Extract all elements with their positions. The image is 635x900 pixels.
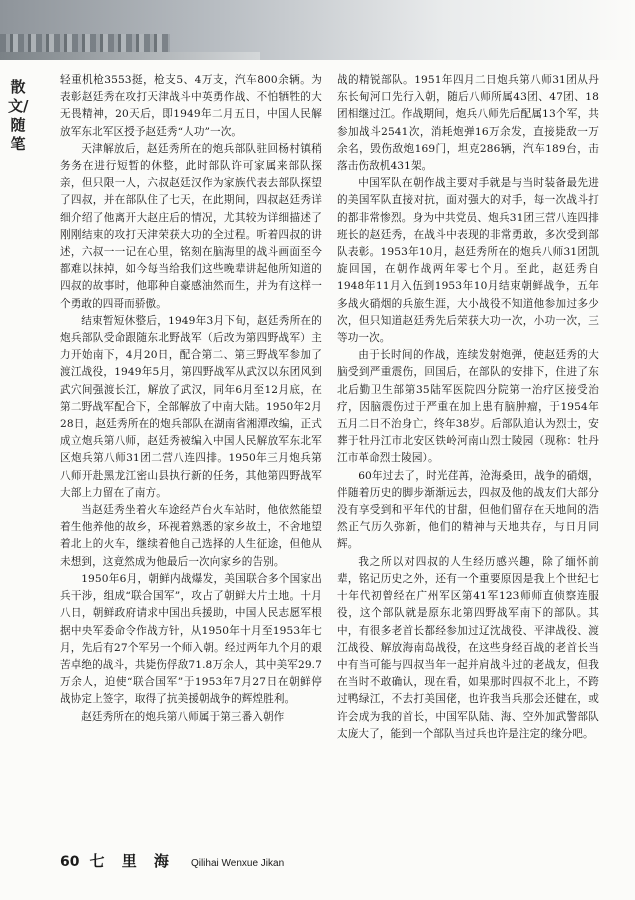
magazine-name: 七 里 海 bbox=[89, 852, 175, 870]
paragraph: 我之所以对四叔的人生经历感兴趣，除了缅怀前辈，铭记历史之外，还有一个重要原因是我上个世纪七十年代初曾经在广州军区第41军123师师直侦察连服役，这个部队就是原东北第四野战军南下的部队。其中，有很多老首长都经参加过辽沈战役、平津战役、渡江战役、解放海南岛战役，在这些身经百战的老首长当中有当可能与四叔当年一起并肩战斗过的老战友，但我在当时不敢确认，现在看，如果那时四叔不北上，不跨过鸭绿江，不去打美国佬，也许我当兵那会还健在，或许会成为我的首长，中国军队陆、海、空外加武警部队太庞大了，能到一个部队当过兵也许是注定的缘分吧。 bbox=[337, 555, 599, 740]
page-number: 60 bbox=[60, 854, 80, 870]
paragraph: 由于长时间的作战，连续发射炮弹，使赵廷秀的大脑受到严重震伤，回国后，在部队的安排下，住进了东北后勤卫生部第35陆军医院四分院第一治疗区接受治疗，因脑震伤过于严重在加上患有脑肿瘤，于1954年五月二日不治身亡，终年38岁。后部队追认为烈士，安葬于牡丹江市北安区铁岭河南山烈士陵园（现称：牡丹江市革命烈士陵园）。 bbox=[337, 349, 599, 465]
article-column-left bbox=[60, 72, 322, 726]
section-tag: 散文/随笔 bbox=[8, 78, 29, 153]
paragraph: 当赵廷秀坐着火车途经芦台火车站时，他依然能望着生他养他的故乡，环视着熟悉的家乡故土，不舍地望着北上的火车，继续着他自己选择的人生征途，但他从未想到，这竟然成为他最后一次向家乡的告别。 bbox=[60, 504, 322, 568]
magazine-pinyin: Qilihai Wenxue Jikan bbox=[190, 858, 285, 869]
article-column-right bbox=[337, 72, 599, 743]
paragraph: 结束暂短休整后，1949年3月下旬，赵廷秀所在的炮兵部队受命跟随东北野战军（后改为第四野战军）主力开始南下，4月20日，配合第二、第三野战军参加了渡江战役，1949年5月，第四野战军从武汉以东团风到武穴间强渡长江，解放了武汉，同年6月至12月底，在第二野战军配合下，全部解放了中南大陆。1950年2月28日，赵廷秀所在的炮兵部队在湖南省湘潭改编，正式成立炮兵第八师，赵廷秀被编入中国人民解放军东北军区炮兵第八师31团二营八连四排。1950年三月炮兵第八师开赴黑龙江密山县执行新的任务，其他第四野战军大部上力留在了南方。 bbox=[60, 314, 322, 499]
paragraph: 赵廷秀所在的炮兵第八师属于第三番入朝作 bbox=[81, 710, 285, 723]
page-footer bbox=[60, 850, 284, 870]
paragraph: 60年过去了，时光荏苒，沧海桑田，战争的硝烟，伴随着历史的脚步渐渐远去，四叔及他的战友们大部分没有享受到和平年代的甘甜，但他们留存在天地间的浩然正气历久弥新，他们的精神与天地共存，与日月同辉。 bbox=[337, 469, 599, 551]
paragraph: 轻重机枪3553挺，枪支5、4万支，汽车800余辆。为表彰赵廷秀在攻打天津战斗中英勇作战、不怕牺牲的大无畏精神，20天后，即1949年二月五日，中国人民解放军东北军区授予赵廷秀“人功”一次。 bbox=[60, 74, 322, 138]
header-banner bbox=[0, 0, 635, 60]
paragraph: 中国军队在朝作战主要对手就是与当时装备最先进的美国军队直接对抗，面对强大的对手，每一次战斗打的都非常惨烈。身为中共党员、炮兵31团三营八连四排班长的赵廷秀，在战斗中表现的非常勇敢，多次受到部队表彰。1953年10月，赵廷秀所在的炮兵八师31团凯旋回国，在朝作战两年零七个月。至此，赵廷秀自1948年11月入伍到1953年10月结束朝鲜战争，五年多战火硝烟的兵旅生涯，大小战役不知道他参加过多少次，但只知道赵廷秀先后荣获大功一次，小功一次，三等功一次。 bbox=[337, 177, 599, 345]
paragraph: 天津解放后，赵廷秀所在的炮兵部队驻回杨村镇稍务务在进行短暂的休整，此时部队许可家属来部队探亲，但只限一人，六叔赵廷汉作为家族代表去部队探望了四叔，并在部队住了七天，在此期间，四叔赵廷秀详细介绍了他离开大赵庄后的情况，尤其较为详细描述了刚刚结束的攻打天津荣获大功的全过程。听着四叔的讲述，六叔一一记在心里，铭刻在脑海里的战斗画面至今都难以抹掉，如今每当给我们这些晚辈讲起他所知道的四叔的故事时，他耶种自豪感油然而生，并为有这样一个勇敢的四哥而骄傲。 bbox=[60, 142, 322, 310]
water-reflection-image bbox=[0, 52, 260, 60]
paragraph: 战的精锐部队。1951年四月二日炮兵第八师31团从丹东长甸河口先行入朝，随后八师所属43团、47团、18团相继过江。作战期间，炮兵八师先后配属13个军，共参加战斗2541次，消耗炮弹16万余发，直接毙敌一万余名，毁伤敌炮169门，坦克286辆，汽车189台，击落击伤敌机431架。 bbox=[337, 74, 599, 173]
paragraph: 1950年6月，朝鲜内战爆发，美国联合多个国家出兵干涉，组成“联合国军”，攻占了朝鲜大片土地。十月八日，朝鲜政府请求中国出兵援助，中国人民志愿军根据中央军委命令作战方针，从1950年十月至1953年七月，先后有27个军另一个师入朝。经过两年九个月的艰苦卓绝的战斗，共毙伤俘敌71.8万余人，其中美军29.7万余人，迫使“联合国军”于1953年7月27日在朝鲜停战协定上签字，取得了抗美援朝战争的辉煌胜利。 bbox=[60, 572, 322, 706]
